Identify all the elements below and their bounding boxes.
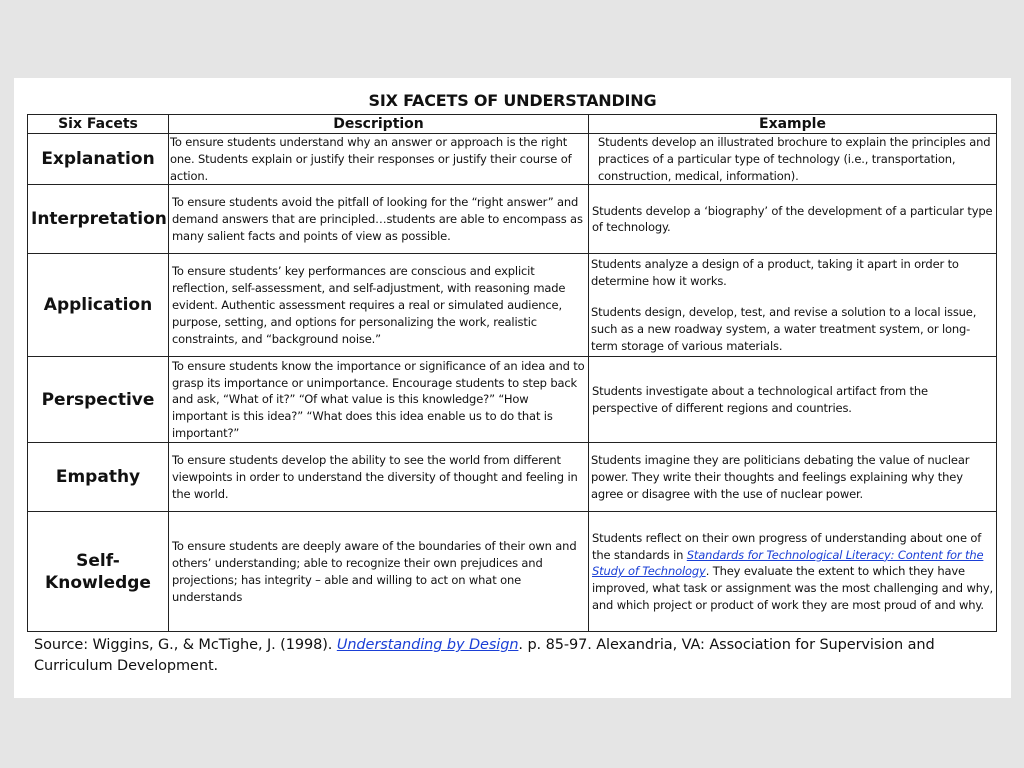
facet-example: Students develop a ‘biography’ of the development of a particular type of technology. [589, 185, 997, 254]
facet-description: To ensure students avoid the pitfall of looking for the “right answer” and demand answers that are principled…students are able to encompass as many salient facts and points of view as possible. [169, 185, 589, 254]
citation-text: Source: Wiggins, G., & McTighe, J. (1998). [34, 637, 337, 653]
table-row [28, 134, 997, 185]
table-row [28, 254, 997, 357]
facet-description: To ensure students develop the ability to see the world from different viewpoints in order to understand the diversity of thought and feeling in the world. [169, 443, 589, 512]
slide-page [14, 78, 1011, 698]
page-title: SIX FACETS OF UNDERSTANDING [368, 91, 657, 110]
facet-example: Students imagine they are politicians debating the value of nuclear power. They write their thoughts and feelings explaining why they agree or disagree with the use of nuclear power. [589, 443, 997, 512]
table-row [28, 357, 997, 443]
facet-example-part: Students analyze a design of a product, taking it apart in order to determine how it works. [591, 256, 959, 288]
facet-example: Students investigate about a technological artifact from the perspective of different regions and countries. [589, 357, 997, 443]
facet-example [589, 254, 997, 357]
table-header-row [28, 115, 997, 134]
facet-example: Students develop an illustrated brochure to explain the principles and practices of a particular type of technology (i.e., transportation, construction, medical, information). [589, 134, 997, 185]
column-header-description: Description [169, 115, 589, 134]
book-title-link[interactable]: Understanding by Design [336, 637, 519, 653]
facet-description: To ensure students are deeply aware of the boundaries of their own and others’ understanding; able to recognize their own prejudices and projections; has integrity – able and willing to act on what one understands [169, 512, 589, 632]
column-header-facets: Six Facets [28, 115, 169, 134]
standards-link[interactable]: Standards for Technological Literacy: Content for the Study of Technology [592, 547, 984, 579]
facet-name: Perspective [28, 357, 169, 443]
example-text: Students reflect on their own progress of understanding about one of the standards in [592, 530, 982, 562]
column-header-example: Example [589, 115, 997, 134]
facet-example-part: Students design, develop, test, and revise a solution to a local issue, such as a new roadway system, a water treatment system, or long-term storage of various materials. [591, 305, 977, 354]
facet-name-line: Self- [76, 550, 120, 571]
table-row [28, 443, 997, 512]
paragraph-gap [591, 289, 993, 304]
table-row [28, 185, 997, 254]
example-text: . They evaluate the extent to which they have improved, what task or assignment was the most challenging and why, and which project or product of work they are most proud of and why. [592, 564, 994, 613]
facet-name: Explanation [28, 134, 169, 185]
facet-description: To ensure students understand why an answer or approach is the right one. Students explain or justify their responses or justify their course of action. [169, 134, 589, 185]
facet-name: Application [28, 254, 169, 357]
facet-name [28, 512, 169, 632]
facet-example [589, 512, 997, 632]
facet-description: To ensure students know the importance or significance of an idea and to grasp its importance or unimportance. Encourage students to step back and ask, “What of it?” “Of what value is this knowledge?” “How important is this idea?” “What does this idea enable us to do that is important?” [169, 357, 589, 443]
facet-name: Interpretation [28, 185, 169, 254]
source-citation [34, 635, 994, 677]
facet-name-line: Knowledge [45, 572, 151, 593]
table-row [28, 512, 997, 632]
facet-name: Empathy [28, 443, 169, 512]
facets-table [27, 114, 997, 632]
citation-text: . p. 85-97. Alexandria, VA: Association for Supervision and Curriculum Development. [34, 637, 935, 674]
facet-description: To ensure students’ key performances are conscious and explicit reflection, self-assessment, and self-adjustment, with reasoning made evident. Authentic assessment requires a real or simulated audience, purpose, setting, and options for personalizing the work, realistic constraints, and “background noise.” [169, 254, 589, 357]
